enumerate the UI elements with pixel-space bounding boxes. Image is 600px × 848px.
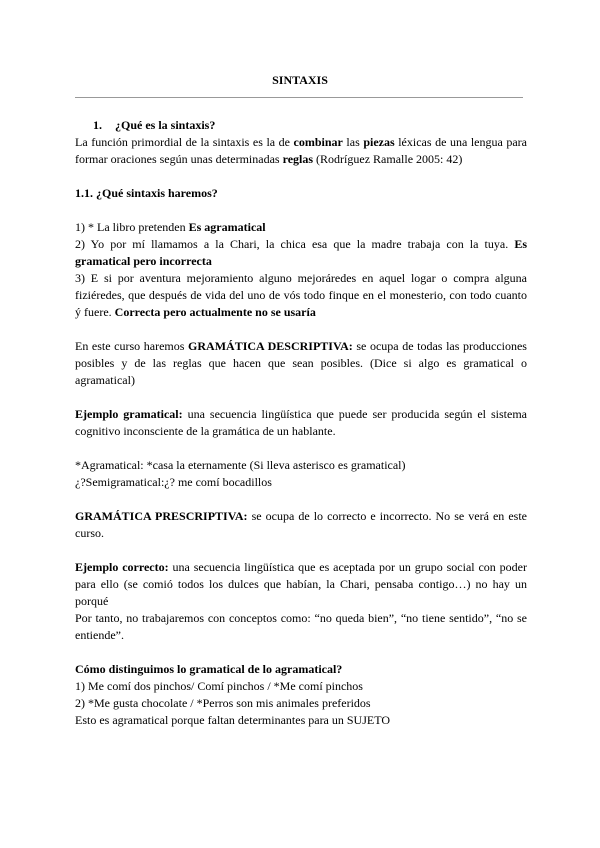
distinguish-example-2: 2) *Me gusta chocolate / *Perros son mis animales preferidos [75,696,371,710]
correct-example-paragraph [75,559,527,610]
example-2 [75,236,527,270]
bold-term: GRAMÁTICA PRESCRIPTIVA: [75,509,248,523]
text-run: La función primordial de la sintaxis es la de [75,135,294,149]
text-run: una secuencia lingüística que puede ser producida según el sistema cognitivo inconsciente de la gramática de un hablante. [75,407,527,438]
text-run: léxicas de una lengua para formar oraciones según unas determinadas [75,135,527,166]
bold-term: piezas [363,135,395,149]
prescriptive-grammar-paragraph [75,508,527,542]
note-agrammatical: *Agramatical: *casa la eternamente (Si lleva asterisco es gramatical) [75,458,406,472]
example-verdict: Es gramatical pero incorrecta [75,237,527,268]
descriptive-grammar-paragraph [75,338,527,389]
text-run: En este curso haremos [75,339,189,353]
example-3 [75,270,527,321]
example-1 [75,219,527,236]
section-title: ¿Qué es la sintaxis? [115,118,216,132]
distinguish-example-1: 1) Me comí dos pinchos/ Comí pinchos / *Me comí pinchos [75,679,363,693]
text-run: se ocupa de lo correcto e incorrecto. No se verá en este curso. [75,509,527,540]
example-text: 3) E si por aventura mejoramiento alguno mejoráredes en aquel logar o compra alguna fiziéredes, que después de vida del uno de vós todo finque en el monesterio, con todo cuanto ý fuere. [75,271,527,319]
bold-term: combinar [293,135,343,149]
therefore-paragraph: Por tanto, no trabajaremos con conceptos como: “no queda bien”, “no tiene sentido”, “no se entiende”. [75,611,527,642]
bold-term: Ejemplo gramatical: [75,407,183,421]
citation: (Rodríguez Ramalle 2005: 42) [313,152,463,166]
section-heading-1 [75,117,527,134]
example-text: 1) * La libro pretenden [75,220,189,234]
section-number: 1. [93,118,102,132]
text-run: se ocupa de todas las producciones posibles y de las reglas que hacen que sean posibles. (Dice si algo es gramatical o agramatical) [75,339,527,387]
example-verdict: Es agramatical [188,220,266,234]
page-title: SINTAXIS [272,73,328,87]
bold-term: GRAMÁTICA DESCRIPTIVA: [188,339,353,353]
definition-paragraph [75,134,527,168]
document-body [75,117,527,729]
note-semigrammatical: ¿?Semigramatical:¿? me comí bocadillos [75,475,272,489]
title-divider [75,97,523,98]
example-text: 2) Yo por mí llamamos a la Chari, la chica esa que la madre trabaja con la tuya. [75,237,515,251]
bold-term: reglas [282,152,314,166]
distinguish-heading: Cómo distinguimos lo gramatical de lo agramatical? [75,662,343,676]
text-run: una secuencia lingüística que es aceptada por un grupo social con poder para ello (se comió todos los dulces que habían, la Chari, pensaba contigo…) no hay un porqué [75,560,527,608]
section-heading-1-1: 1.1. ¿Qué sintaxis haremos? [75,186,218,200]
distinguish-explanation: Esto es agramatical porque faltan determinantes para un SUJETO [75,713,391,727]
grammatical-example-paragraph [75,406,527,440]
example-verdict: Correcta pero actualmente no se usaría [114,305,316,319]
text-run: las [342,135,364,149]
bold-term: Ejemplo correcto: [75,560,169,574]
